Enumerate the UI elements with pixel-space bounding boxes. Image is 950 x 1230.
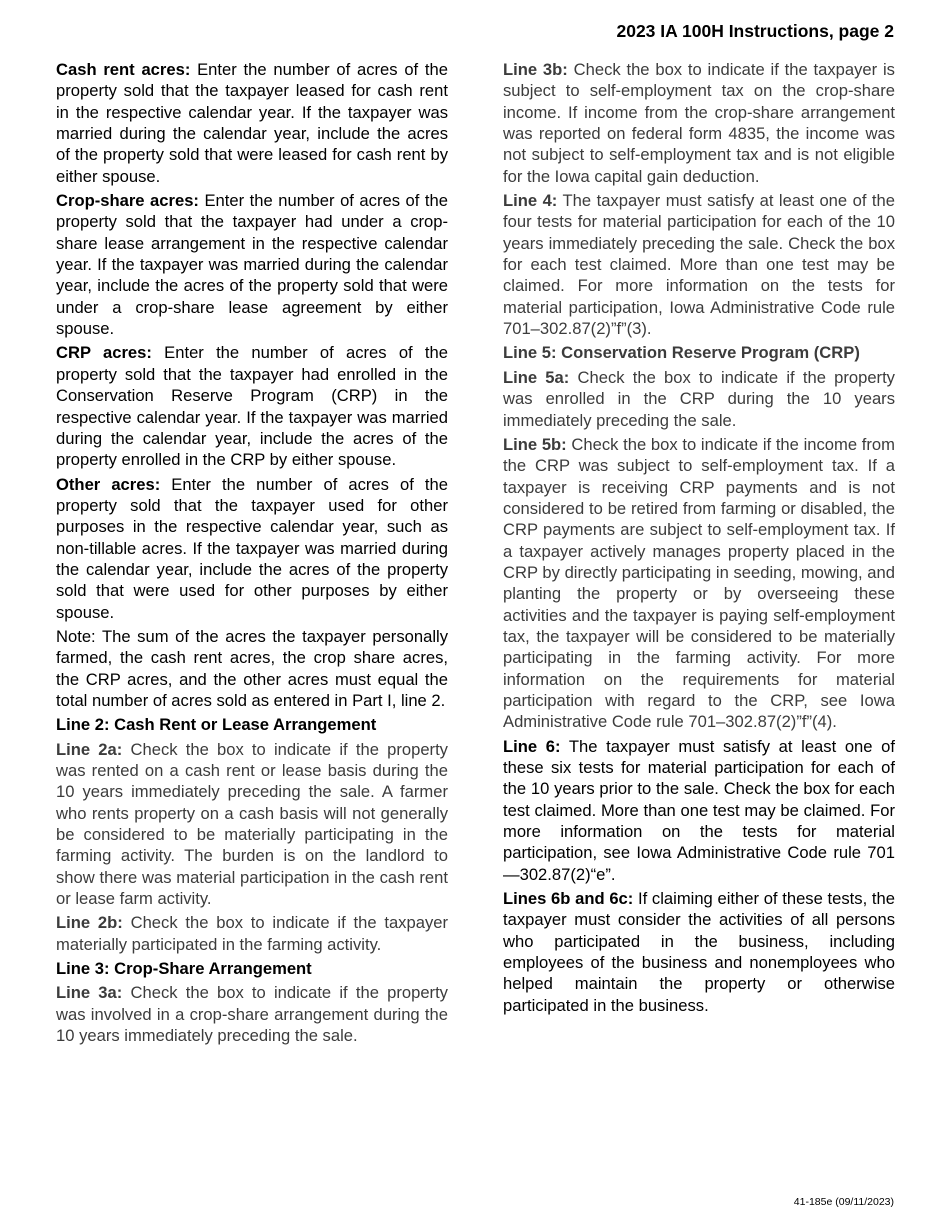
line-3a-paragraph [56, 982, 448, 1046]
line-3-heading: Line 3: Crop-Share Arrangement [56, 959, 312, 979]
line-4-paragraph [503, 190, 895, 339]
line-5b-paragraph [503, 434, 895, 733]
line-5a-text: Check the box to indicate if the property was enrolled in the CRP during the 10 years immediately preceding the sale. [503, 367, 895, 430]
line-3a-text: Check the box to indicate if the property was involved in a crop-share arrangement during the 10 years immediately preceding the sale. [56, 983, 448, 1046]
line-2a-paragraph [56, 739, 448, 910]
line-6-label: Line 6: [503, 736, 561, 756]
left-column [56, 59, 448, 1049]
crp-acres-label: CRP acres: [56, 343, 152, 363]
cash-rent-acres-text: Enter the number of acres of the property sold that the taxpayer leased for cash rent in the respective calendar year. If the taxpayer was married during the calendar year, include the acres of the property sold that were leased for cash rent by either spouse. [56, 60, 448, 186]
line-5b-text: Check the box to indicate if the income from the CRP was subject to self-employment tax. If a taxpayer is receiving CRP payments and is not considered to be retired from farming or disabled, the CRP payments are subject to self-employment tax. If a taxpayer actively manages property placed in the CRP by directly participating in seeding, mowing, and planting the property or by overseeing these activities and the taxpayer is paying self-employment tax, the taxpayer will be considered to be materially participating in the farming activity. For more information on the requirements for material participation with regard to the CRP, see Iowa Administrative Code rule 701–302.87(2)”f”(4). [503, 434, 895, 732]
line-3b-label: Line 3b: [503, 60, 568, 79]
line-5b-label: Line 5b: [503, 434, 567, 454]
page-header: 2023 IA 100H Instructions, page 2 [616, 21, 894, 41]
other-acres-paragraph [56, 474, 448, 623]
line-2-heading: Line 2: Cash Rent or Lease Arrangement [56, 715, 377, 735]
crop-share-acres-text: Enter the number of acres of the property sold that the taxpayer had under a crop-share lease arrangement in the respective calendar year. If the taxpayer was married during the calendar year, include the acres of the property sold that were under a crop-share lease agreement by either spouse. [56, 191, 448, 339]
crop-share-acres-label: Crop-share acres: [56, 191, 199, 211]
lines-6b-6c-label: Lines 6b and 6c: [503, 889, 634, 909]
lines-6b-6c-text: If claiming either of these tests, the taxpayer must consider the activities of all persons who participated in the business, including employees of the business and nonemployees who helped maintain the property or otherwise participated in the business. [503, 889, 895, 1015]
line-5a-paragraph [503, 367, 895, 431]
line-4-text: The taxpayer must satisfy at least one of the four tests for material participation for each of the 10 years immediately preceding the sale. Check the box for each test claimed. More than one test may be claimed. For more information on the tests for material participation, Iowa Administrative Code rule 701–302.87(2)”f”(3). [503, 191, 895, 339]
other-acres-label: Other acres: [56, 474, 161, 494]
other-acres-text: Enter the number of acres of the property sold that the taxpayer used for other purposes in the respective calendar year, such as non-tillable acres. If the taxpayer was married during the calendar year, include the acres of the property sold that were used for other purposes by either spouse. [56, 474, 448, 622]
right-column [503, 59, 895, 1019]
lines-6b-6c-paragraph [503, 888, 895, 1016]
line-4-label: Line 4: [503, 191, 558, 211]
line-5-heading: Line 5: Conservation Reserve Program (CRP) [503, 343, 860, 363]
line-2b-text: Check the box to indicate if the taxpayer materially participated in the farming activity. [56, 913, 448, 954]
line-2a-text: Check the box to indicate if the property was rented on a cash rent or lease basis during the 10 years immediately preceding the sale. A farmer who rents property on a cash basis will not generally be considered to be materially participating in the farming activity. The burden is on the landlord to show there was material participation in the cash rent or lease farm activity. [56, 739, 448, 909]
crp-acres-paragraph [56, 342, 448, 470]
note-paragraph: Note: The sum of the acres the taxpayer personally farmed, the cash rent acres, the crop share acres, the CRP acres, and the other acres must equal the total number of acres sold as entered in Part I, line 2. [56, 626, 448, 710]
form-id-footer: 41-185e (09/11/2023) [793, 1196, 894, 1208]
line-5a-label: Line 5a: [503, 367, 570, 387]
line-2a-label: Line 2a: [56, 739, 123, 759]
cash-rent-acres-paragraph [56, 59, 448, 187]
line-3b-text: Check the box to indicate if the taxpayer is subject to self-employment tax on the crop-share income. If income from the crop-share arrangement was reported on federal form 4835, the income was not subject to self-employment tax and is not eligible for the Iowa capital gain deduction. [503, 60, 895, 186]
line-6-text: The taxpayer must satisfy at least one of these six tests for material participation for each of the 10 years prior to the sale. Check the box for each test claimed. More than one test may be claimed. For more information on the tests for material participation, see Iowa Administrative Code rule 701—302.87(2)“e”. [503, 736, 895, 884]
crp-acres-text: Enter the number of acres of the property sold that the taxpayer had enrolled in the Conservation Reserve Program (CRP) in the respective calendar year. If the taxpayer was married during the calendar year, include the acres of the property enrolled in the CRP by either spouse. [56, 343, 448, 470]
cash-rent-acres-label: Cash rent acres: [56, 60, 191, 79]
line-3b-paragraph [503, 59, 895, 187]
line-2b-label: Line 2b: [56, 913, 123, 933]
line-6-paragraph [503, 736, 895, 885]
crop-share-acres-paragraph [56, 190, 448, 339]
line-3a-label: Line 3a: [56, 983, 123, 1003]
line-2b-paragraph [56, 912, 448, 955]
